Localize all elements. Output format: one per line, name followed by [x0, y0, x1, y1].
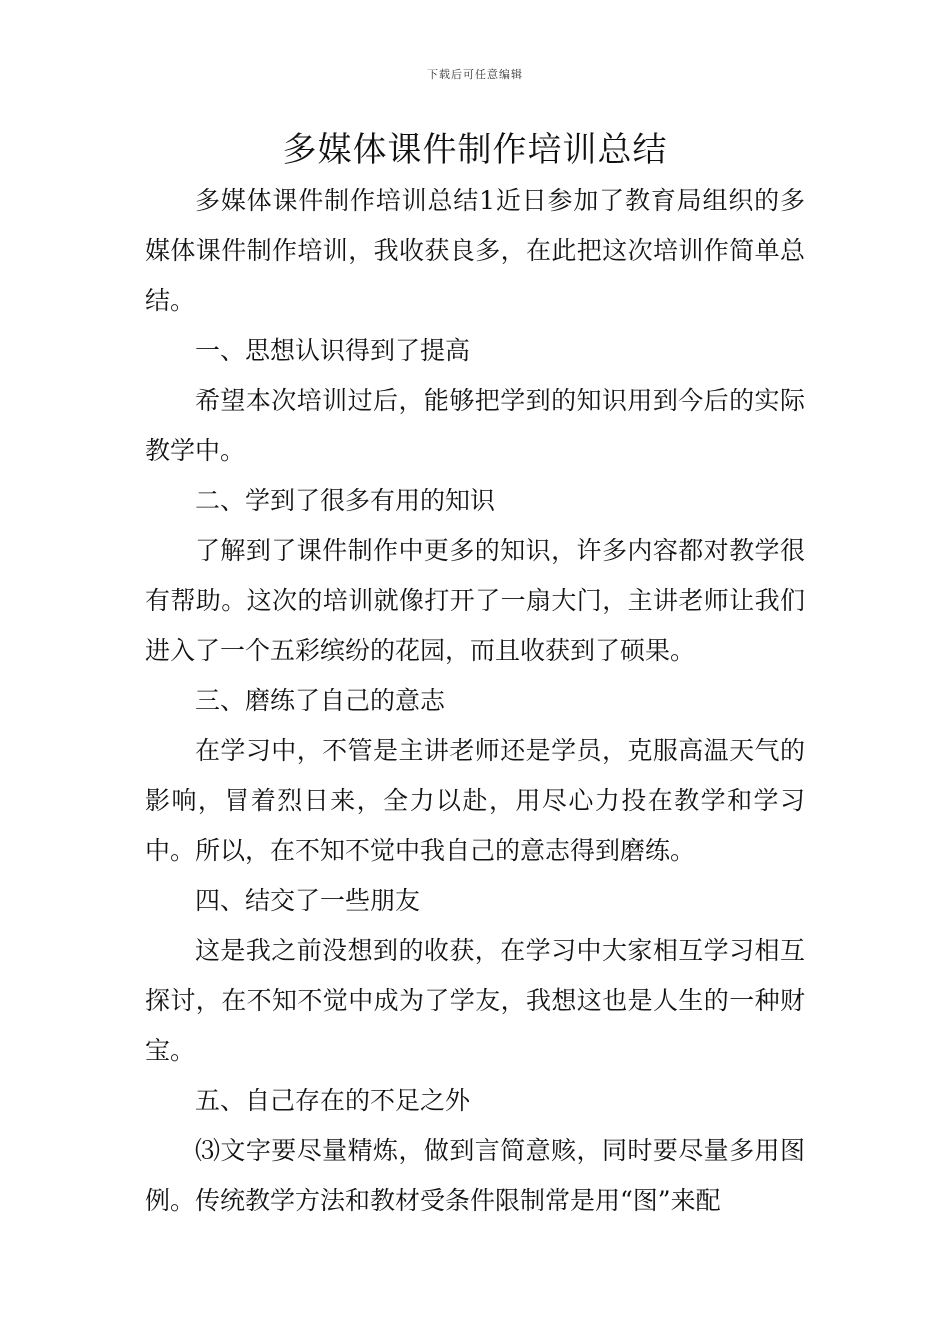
section-paragraph-1: 希望本次培训过后，能够把学到的知识用到今后的实际教学中。: [145, 386, 805, 465]
document-title: 多媒体课件制作培训总结: [282, 130, 668, 170]
section-paragraph-3: 在学习中，不管是主讲老师还是学员，克服高温天气的影响，冒着烈日来，全力以赴，用尽心力投在教学和学习中。所以，在不知不觉中我自己的意志得到磨练。: [145, 736, 805, 865]
intro-paragraph: 多媒体课件制作培训总结1近日参加了教育局组织的多媒体课件制作培训，我收获良多，在此把这次培训作简单总结。: [145, 186, 805, 315]
page-header-note: 下载后可任意编辑: [427, 68, 523, 81]
section-paragraph-4: 这是我之前没想到的收获，在学习中大家相互学习相互探讨，在不知不觉中成为了学友，我想这也是人生的一种财宝。: [145, 936, 805, 1065]
section-heading-5: 五、自己存在的不足之外: [195, 1086, 471, 1115]
section-heading-2: 二、学到了很多有用的知识: [195, 486, 496, 515]
section-heading-4: 四、结交了一些朋友: [195, 886, 421, 915]
section-heading-3: 三、磨练了自己的意志: [195, 686, 446, 715]
section-paragraph-2: 了解到了课件制作中更多的知识，许多内容都对教学很有帮助。这次的培训就像打开了一扇大门，主讲老师让我们进入了一个五彩缤纷的花园，而且收获到了硕果。: [145, 536, 805, 665]
document-body: [145, 176, 805, 1226]
section-heading-1: 一、思想认识得到了提高: [195, 336, 471, 365]
section-paragraph-5: ⑶文字要尽量精炼，做到言简意赅，同时要尽量多用图例。传统教学方法和教材受条件限制常是用“图”来配: [145, 1136, 805, 1215]
